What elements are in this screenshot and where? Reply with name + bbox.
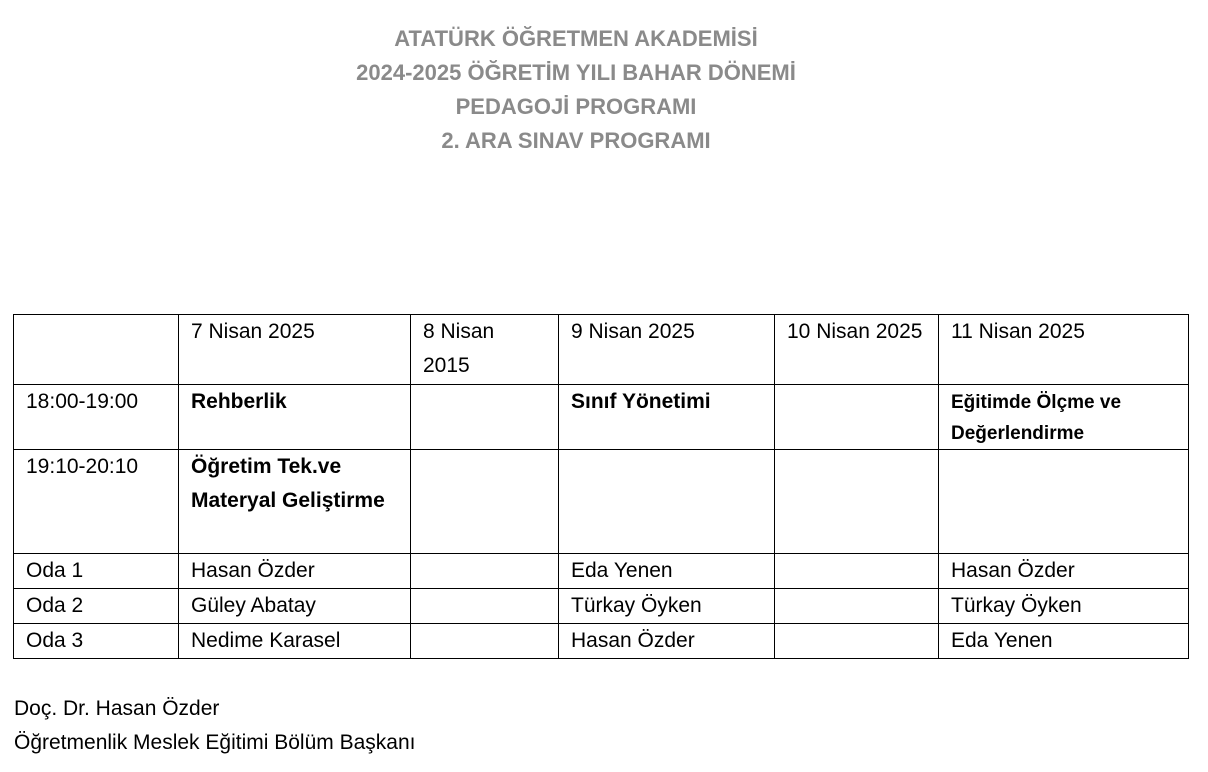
table-row <box>14 624 1189 659</box>
header-term: 2024-2025 ÖĞRETİM YILI BAHAR DÖNEMİ <box>356 60 796 85</box>
proctor-cell: Nedime Karasel <box>179 624 411 659</box>
proctor-cell: Hasan Özder <box>179 554 411 589</box>
course-cell <box>775 385 939 450</box>
header-program: PEDAGOJİ PROGRAMI <box>455 94 697 119</box>
proctor-cell: Türkay Öyken <box>559 589 775 624</box>
course-cell: Rehberlik <box>179 385 411 450</box>
room-cell: Oda 3 <box>14 624 179 659</box>
table-row <box>14 385 1189 450</box>
proctor-cell: Hasan Özder <box>939 554 1189 589</box>
proctor-cell <box>411 624 559 659</box>
proctor-cell: Türkay Öyken <box>939 589 1189 624</box>
course-cell: Öğretim Tek.ve Materyal Geliştirme <box>179 450 411 554</box>
room-cell: Oda 1 <box>14 554 179 589</box>
table-row <box>14 450 1189 554</box>
header-cell-date: 7 Nisan 2025 <box>179 315 411 385</box>
table-row <box>14 589 1189 624</box>
header-cell-empty <box>14 315 179 385</box>
table-row <box>14 554 1189 589</box>
header-cell-date: 11 Nisan 2025 <box>939 315 1189 385</box>
proctor-cell <box>775 554 939 589</box>
table-header-row <box>14 315 1189 385</box>
header-cell-date: 8 Nisan 2015 <box>411 315 559 385</box>
course-cell: Eğitimde Ölçme ve Değerlendirme <box>939 385 1189 450</box>
room-cell: Oda 2 <box>14 589 179 624</box>
header-exam-title: 2. ARA SINAV PROGRAMI <box>441 128 711 153</box>
course-cell <box>939 450 1189 554</box>
course-cell <box>559 450 775 554</box>
header-cell-date: 9 Nisan 2025 <box>559 315 775 385</box>
proctor-cell: Hasan Özder <box>559 624 775 659</box>
signatory-name: Doç. Dr. Hasan Özder <box>14 697 220 720</box>
time-slot-cell: 18:00-19:00 <box>14 385 179 450</box>
document-header <box>0 22 1152 158</box>
signature-block <box>14 692 415 760</box>
header-institution: ATATÜRK ÖĞRETMEN AKADEMİSİ <box>394 26 758 51</box>
proctor-cell <box>775 624 939 659</box>
course-cell <box>411 385 559 450</box>
course-cell: Sınıf Yönetimi <box>559 385 775 450</box>
time-slot-cell: 19:10-20:10 <box>14 450 179 554</box>
proctor-cell <box>411 554 559 589</box>
course-cell <box>775 450 939 554</box>
exam-schedule-table <box>13 314 1189 659</box>
course-cell <box>411 450 559 554</box>
proctor-cell <box>411 589 559 624</box>
proctor-cell: Eda Yenen <box>559 554 775 589</box>
proctor-cell <box>775 589 939 624</box>
header-cell-date: 10 Nisan 2025 <box>775 315 939 385</box>
proctor-cell: Güley Abatay <box>179 589 411 624</box>
signatory-title: Öğretmenlik Meslek Eğitimi Bölüm Başkanı <box>14 731 416 754</box>
proctor-cell: Eda Yenen <box>939 624 1189 659</box>
